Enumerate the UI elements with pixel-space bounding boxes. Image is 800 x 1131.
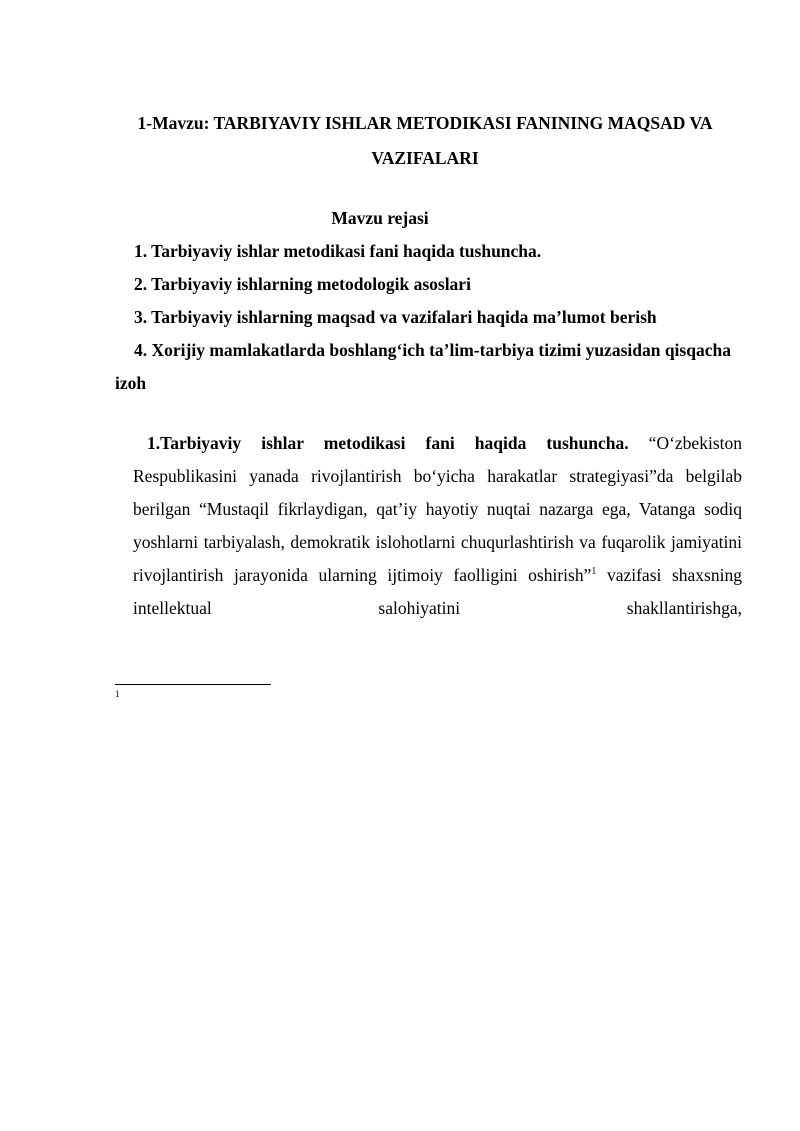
footnote-reference[interactable]: 1 [591, 566, 597, 577]
section-1-text-continued: vazifasi shaxsning intellektual salohiyatini shakllantirishga, [133, 565, 742, 618]
plan-item: 3. Tarbiyaviy ishlarning maqsad va vazifalari haqida ma’lumot berish [134, 307, 657, 327]
plan-item: 2. Tarbiyaviy ishlarning metodologik asoslari [134, 274, 471, 294]
section-1-heading: 1.Tarbiyaviy ishlar metodikasi fani haqida tushuncha. [147, 433, 629, 453]
page-title: 1-Mavzu: TARBIYAVIY ISHLAR METODIKASI FANINING MAQSAD VA VAZIFALARI [137, 113, 713, 168]
section-1-body [133, 427, 742, 625]
section-1-text: “O‘zbekiston Respublikasini yanada rivojlantirish bo‘yicha harakatlar strategiyasi”da belgilab berilgan “Mustaqil fikrlaydigan, qat’iy hayotiy nuqtai nazarga ega, Vatanga sodiq yoshlarni tarbiyalash, demokratik islohotlarni chuqurlashtirish va fuqarolik jamiyatini rivojlantirish jarayonida ularning ijtimoiy faolligini oshirish” [133, 433, 742, 585]
plan-heading: Mavzu rejasi [331, 208, 429, 228]
plan-list [115, 235, 735, 400]
plan-item: 4. Xorijiy mamlakatlarda boshlang‘ich ta’lim-tarbiya tizimi yuzasidan qisqacha izoh [115, 340, 731, 393]
plan-item: 1. Tarbiyaviy ishlar metodikasi fani haqida tushuncha. [134, 241, 542, 261]
footnote-separator [115, 684, 271, 685]
section-1-paragraph [133, 427, 742, 625]
footnote-number: 1 [115, 689, 120, 699]
